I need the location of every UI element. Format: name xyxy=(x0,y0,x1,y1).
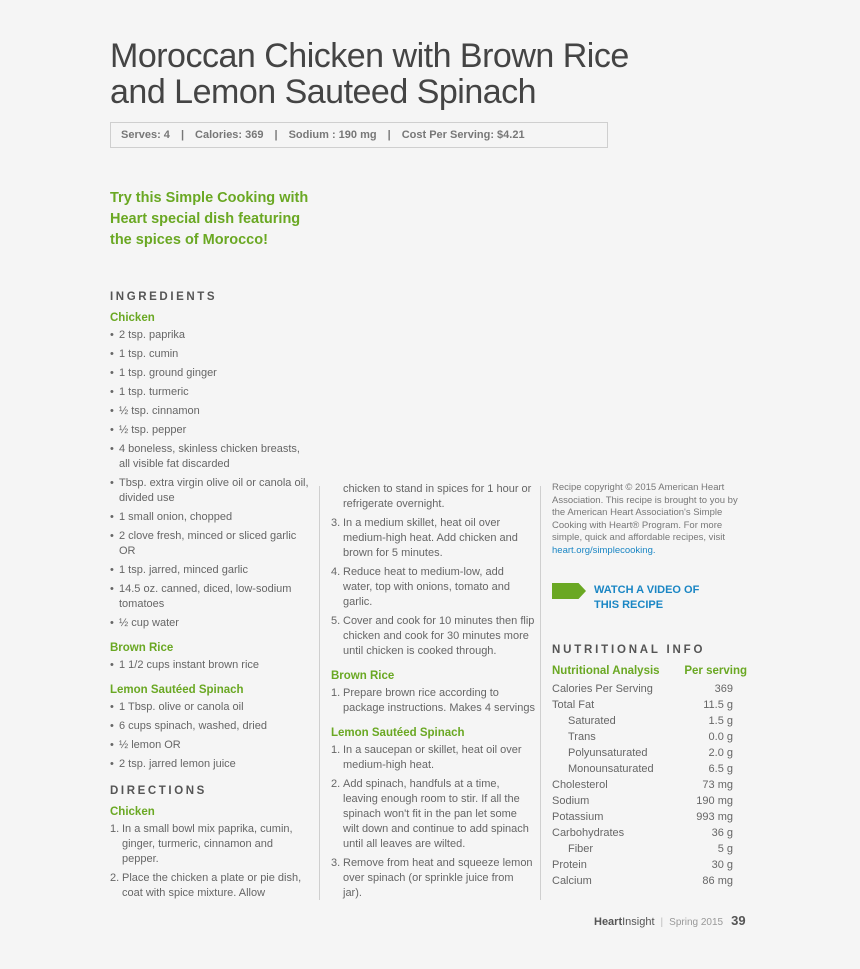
column-directions xyxy=(331,482,535,905)
step-number: 4. xyxy=(331,566,341,578)
simple-cooking-link[interactable]: heart.org/simplecooking. xyxy=(552,544,656,556)
nutrition-row xyxy=(552,761,747,777)
ingredients-rice-list xyxy=(110,658,310,673)
step-number: 2. xyxy=(110,872,120,884)
direction-step xyxy=(331,614,535,659)
page-footer xyxy=(594,913,754,928)
nutrition-row xyxy=(552,809,747,825)
directions-chicken-steps-a xyxy=(110,822,310,901)
nutrient-label: Carbohydrates xyxy=(552,826,625,839)
column-divider xyxy=(540,486,541,900)
ingredient-item: • 1 tsp. ground ginger xyxy=(110,366,310,381)
stat-cost: Cost Per Serving: $4.21 xyxy=(401,129,525,141)
nutrition-col-value: Per serving xyxy=(684,665,747,677)
nutrition-row xyxy=(552,745,747,761)
step-number: 1. xyxy=(331,687,341,699)
ingredient-item: • 1 1/2 cups instant brown rice xyxy=(110,658,310,673)
step-text: Remove from heat and squeeze lemon over spinach (or sprinkle juice from jar). xyxy=(343,857,533,899)
nutrient-value: 190 mg xyxy=(696,794,733,807)
nutrition-heading: NUTRITIONAL INFO xyxy=(552,644,706,656)
page-number: 39 xyxy=(731,913,746,928)
recipe-title xyxy=(110,38,830,110)
stat-sodium: Sodium : 190 mg xyxy=(288,129,377,141)
nutrient-value: 86 mg xyxy=(702,874,733,887)
play-arrow-icon xyxy=(552,583,586,599)
footer-separator: | xyxy=(660,917,664,928)
recipe-title-line-2: and Lemon Sauteed Spinach xyxy=(110,73,537,111)
ingredients-chicken-list xyxy=(110,328,310,631)
nutrient-label: Trans xyxy=(568,730,596,743)
ingredients-chicken-heading: Chicken xyxy=(110,312,155,324)
step-text: In a medium skillet, heat oil over medium-high heat. Add chicken and brown for 5 minutes. xyxy=(343,517,518,559)
ingredient-item: • 14.5 oz. canned, diced, low-sodium tomatoes xyxy=(110,582,310,612)
directions-rice-steps xyxy=(331,686,535,716)
ingredient-item: • 2 clove fresh, minced or sliced garlic OR xyxy=(110,529,310,559)
ingredient-item: • Tbsp. extra virgin olive oil or canola oil, divided use xyxy=(110,476,310,506)
ingredient-item: • 2 tsp. paprika xyxy=(110,328,310,343)
nutrition-col-label: Nutritional Analysis xyxy=(552,665,660,677)
direction-step xyxy=(331,743,535,773)
nutrition-row xyxy=(552,713,747,729)
step-number: 1. xyxy=(331,744,341,756)
step-number: 5. xyxy=(331,615,341,627)
nutrient-label: Protein xyxy=(552,858,587,871)
nutrient-label: Monounsaturated xyxy=(568,762,654,775)
ingredient-item: • 1 tsp. turmeric xyxy=(110,385,310,400)
nutrient-label: Total Fat xyxy=(552,698,595,711)
step-text: Reduce heat to medium-low, add water, top with onions, tomato and garlic. xyxy=(343,566,510,608)
ingredient-item: • ½ tsp. pepper xyxy=(110,423,310,438)
directions-spinach-steps xyxy=(331,743,535,901)
direction-step xyxy=(110,822,310,867)
nutrient-label: Calcium xyxy=(552,874,592,887)
column-divider xyxy=(319,486,320,900)
nutrition-row xyxy=(552,857,747,873)
ingredient-item: • ½ tsp. cinnamon xyxy=(110,404,310,419)
nutrient-value: 2.0 g xyxy=(708,746,733,759)
step-number: 1. xyxy=(110,823,120,835)
ingredient-item: • ½ lemon OR xyxy=(110,738,310,753)
step-text: Cover and cook for 10 minutes then flip chicken and cook for 30 minutes more until chicken is cooked through. xyxy=(343,615,535,657)
directions-rice-heading: Brown Rice xyxy=(331,670,395,682)
ingredients-rice-heading: Brown Rice xyxy=(110,642,174,654)
nutrient-value: 36 g xyxy=(711,826,733,839)
nutrient-label: Polyunsaturated xyxy=(568,746,648,759)
step-number: 3. xyxy=(331,857,341,869)
nutrient-value: 993 mg xyxy=(696,810,733,823)
nutrient-value: 1.5 g xyxy=(708,714,733,727)
nutrient-label: Potassium xyxy=(552,810,604,823)
nutrient-value: 6.5 g xyxy=(708,762,733,775)
intro-tagline: Try this Simple Cooking with Heart special dish featuring the spices of Morocco! xyxy=(110,190,309,248)
directions-chicken-steps-b xyxy=(331,516,535,659)
footer-issue: Spring 2015 xyxy=(669,917,724,928)
ingredients-heading: INGREDIENTS xyxy=(110,291,218,303)
nutrient-label: Calories Per Serving xyxy=(552,682,653,695)
ingredient-item: • 6 cups spinach, washed, dried xyxy=(110,719,310,734)
nutrition-table xyxy=(552,664,747,889)
ingredient-item: • 2 tsp. jarred lemon juice xyxy=(110,757,310,772)
direction-step xyxy=(331,686,535,716)
footer-brand-bold: Heart xyxy=(594,916,623,928)
ingredient-item: • 1 Tbsp. olive or canola oil xyxy=(110,700,310,715)
direction-step xyxy=(110,871,310,901)
step-text: Place the chicken a plate or pie dish, coat with spice mixture. Allow xyxy=(122,872,302,899)
nutrient-value: 0.0 g xyxy=(708,730,733,743)
copyright-text: Recipe copyright © 2015 American Heart Association. This recipe is brought to you by the American Heart Association's Simple Cooking with Heart® Program. For more simple, quick and affordable recipes, visit xyxy=(552,482,738,543)
column-ingredients xyxy=(110,290,310,905)
directions-chicken-heading: Chicken xyxy=(110,806,155,818)
direction-step xyxy=(331,777,535,852)
step-text: Prepare brown rice according to package instructions. Makes 4 servings xyxy=(343,687,535,714)
nutrition-row xyxy=(552,697,747,713)
nutrient-label: Saturated xyxy=(568,714,616,727)
nutrition-row xyxy=(552,681,747,697)
direction-step xyxy=(331,565,535,610)
step-text: Add spinach, handfuls at a time, leaving enough room to stir. If all the spinach won't fit in the pan let some wilt down and continue to add spinach until all leaves are wilted. xyxy=(343,778,529,850)
stat-calories: Calories: 369 xyxy=(195,129,264,141)
nutrition-row xyxy=(552,729,747,745)
footer-brand-rest: Insight xyxy=(622,916,655,928)
recipe-stats-bar xyxy=(110,122,608,148)
directions-spinach-heading: Lemon Sautéed Spinach xyxy=(331,727,465,739)
nutrition-row xyxy=(552,841,747,857)
copyright-notice xyxy=(552,482,752,557)
ingredient-item: • 1 small onion, chopped xyxy=(110,510,310,525)
step-text: In a small bowl mix paprika, cumin, ginger, turmeric, cinnamon and pepper. xyxy=(122,823,293,865)
nutrient-value: 30 g xyxy=(711,858,733,871)
ingredients-spinach-list xyxy=(110,700,310,772)
step-number: 3. xyxy=(331,517,341,529)
stat-separator: | xyxy=(387,129,391,141)
nutrient-label: Sodium xyxy=(552,794,590,807)
ingredient-item: • ½ cup water xyxy=(110,616,310,631)
directions-heading: DIRECTIONS xyxy=(110,785,207,797)
nutrition-row xyxy=(552,825,747,841)
direction-step xyxy=(331,516,535,561)
step-number: 2. xyxy=(331,778,341,790)
nutrition-row xyxy=(552,777,747,793)
ingredient-item: • 1 tsp. cumin xyxy=(110,347,310,362)
recipe-title-line-1: Moroccan Chicken with Brown Rice xyxy=(110,37,629,75)
step-text: In a saucepan or skillet, heat oil over medium-high heat. xyxy=(343,744,522,771)
nutrient-label: Fiber xyxy=(568,842,594,855)
ingredient-item: • 4 boneless, skinless chicken breasts, all visible fat discarded xyxy=(110,442,310,472)
ingredient-item: • 1 tsp. jarred, minced garlic xyxy=(110,563,310,578)
stat-separator: | xyxy=(180,129,185,141)
column-info xyxy=(552,482,752,889)
watch-video-link[interactable] xyxy=(552,583,752,613)
ingredients-spinach-heading: Lemon Sautéed Spinach xyxy=(110,684,244,696)
nutrient-value: 369 xyxy=(714,682,733,695)
watch-video-label: WATCH A VIDEO OF THIS RECIPE xyxy=(594,584,700,611)
stat-separator: | xyxy=(274,129,278,141)
direction-step xyxy=(331,856,535,901)
nutrient-value: 5 g xyxy=(717,842,733,855)
nutrient-value: 73 mg xyxy=(702,778,733,791)
directions-continued-text: chicken to stand in spices for 1 hour or refrigerate overnight. xyxy=(343,483,532,510)
nutrient-label: Cholesterol xyxy=(552,778,608,791)
nutrition-row xyxy=(552,873,747,889)
nutrient-value: 11.5 g xyxy=(703,698,733,711)
stat-serves: Serves: 4 xyxy=(121,129,170,141)
nutrition-row xyxy=(552,793,747,809)
